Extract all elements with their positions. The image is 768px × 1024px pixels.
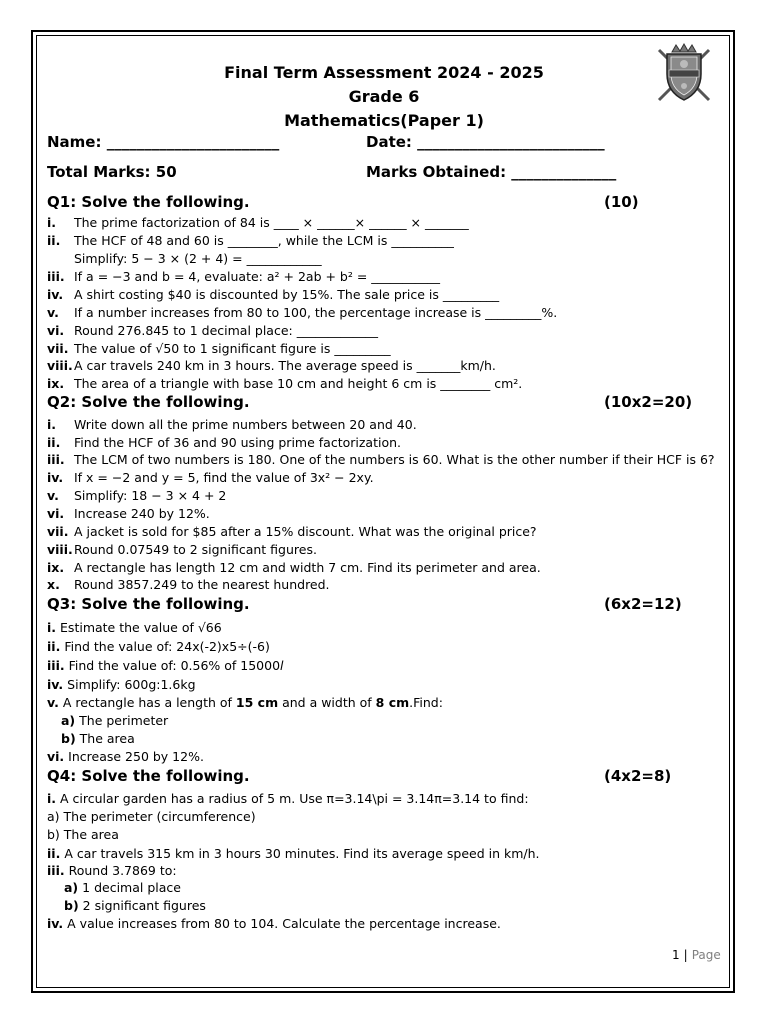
- total-marks: Total Marks: 50: [47, 163, 177, 181]
- width-value: 8 cm: [375, 695, 410, 710]
- item-number: viii.: [47, 358, 73, 373]
- q1-item: [47, 322, 378, 339]
- q1-item: [47, 375, 522, 392]
- item-number: vii.: [47, 341, 69, 356]
- q2-item: [47, 469, 374, 486]
- date-field[interactable]: Date: _________________________: [366, 133, 605, 151]
- q4-item: [47, 845, 540, 862]
- page-label: Page: [691, 948, 721, 962]
- q2-item: [47, 559, 541, 576]
- q4-subitem: a) The perimeter (circumference): [47, 809, 256, 824]
- q4-item: [47, 915, 501, 932]
- q3-item: [47, 748, 204, 765]
- item-text: If x = −2 and y = 5, find the value of 3x² − 2xy.: [74, 470, 374, 485]
- item-text: A rectangle has length 12 cm and width 7 cm. Find its perimeter and area.: [74, 560, 541, 575]
- marks-obtained-field[interactable]: Marks Obtained: ______________: [366, 163, 617, 181]
- q4-subitem: [64, 897, 206, 914]
- q1-title: Q1: Solve the following.: [47, 193, 250, 211]
- subitem-text: 1 decimal place: [82, 880, 181, 895]
- subject-heading: Mathematics(Paper 1): [284, 111, 484, 130]
- item-number: iv.: [47, 287, 64, 302]
- q2-item: [47, 576, 330, 593]
- item-number: v.: [47, 305, 59, 320]
- item-text: If a number increases from 80 to 100, the percentage increase is _________%.: [74, 305, 558, 320]
- item-number: i.: [47, 620, 57, 635]
- item-text: The area of a triangle with base 10 cm and height 6 cm is ________ cm².: [74, 376, 523, 391]
- item-number: vi.: [47, 323, 65, 338]
- item-number: iv.: [47, 470, 64, 485]
- item-text: The HCF of 48 and 60 is ________, while the LCM is __________: [74, 233, 454, 248]
- item-text: Find the HCF of 36 and 90 using prime factorization.: [74, 435, 401, 450]
- item-text: Simplify: 5 − 3 × (2 + 4) = ____________: [74, 251, 322, 266]
- item-number: ii.: [47, 639, 61, 654]
- q3-item: [47, 638, 270, 655]
- q2-item: [47, 541, 317, 558]
- item-text: Round 276.845 to 1 decimal place: _____________: [74, 323, 378, 338]
- subitem-letter: a): [61, 713, 76, 728]
- q4-subitem: [64, 879, 181, 896]
- item-number: i.: [47, 215, 57, 230]
- item-number: ii.: [47, 435, 61, 450]
- q2-item: [47, 505, 210, 522]
- item-text: .Find:: [409, 695, 443, 710]
- item-number: vi.: [47, 749, 65, 764]
- q2-item: [47, 523, 537, 540]
- q1-item: [47, 286, 499, 303]
- footer-separator: |: [683, 948, 688, 962]
- item-text: Increase 250 by 12%.: [68, 749, 204, 764]
- item-text: A value increases from 80 to 104. Calculate the percentage increase.: [67, 916, 501, 931]
- page-footer: [672, 948, 721, 962]
- q4-item: [47, 790, 529, 807]
- q4-item: [47, 862, 177, 879]
- q3-item: [47, 657, 284, 674]
- item-text: A rectangle has a length of: [62, 695, 236, 710]
- item-text: A car travels 240 km in 3 hours. The average speed is _______km/h.: [74, 358, 496, 373]
- page-number: 1: [672, 948, 680, 962]
- item-text: A shirt costing $40 is discounted by 15%. The sale price is _________: [74, 287, 500, 302]
- item-number: vi.: [47, 506, 65, 521]
- q3-marks: (6x2=12): [604, 595, 682, 613]
- assessment-title: Final Term Assessment 2024 - 2025: [224, 63, 544, 82]
- item-number: vii.: [47, 524, 69, 539]
- q1-item: [47, 214, 469, 231]
- q3-subitem: [61, 730, 135, 747]
- item-text: Round 3857.249 to the nearest hundred.: [74, 577, 330, 592]
- q2-item: [47, 416, 417, 433]
- item-text: Find the value of: 24x(-2)x5÷(-6): [64, 639, 270, 654]
- subitem-text: The area: [79, 731, 135, 746]
- q4-subitem: b) The area: [47, 827, 119, 842]
- item-text: Find the value of: 0.56% of 15000: [68, 658, 281, 673]
- item-number: ii.: [47, 846, 61, 861]
- item-text: Increase 240 by 12%.: [74, 506, 210, 521]
- item-number: iii.: [47, 269, 65, 284]
- item-text: If a = −3 and b = 4, evaluate: a² + 2ab + b² = ___________: [74, 269, 441, 284]
- subitem-letter: b): [61, 731, 76, 746]
- grade-heading: Grade 6: [348, 87, 420, 106]
- unit-litre: l: [280, 658, 284, 673]
- item-number: ix.: [47, 560, 65, 575]
- item-number: ii.: [47, 233, 61, 248]
- q1-item: [47, 304, 557, 321]
- item-number: iv.: [47, 916, 64, 931]
- q1-item: [47, 357, 496, 374]
- item-text: A car travels 315 km in 3 hours 30 minutes. Find its average speed in km/h.: [64, 846, 540, 861]
- q3-item: [47, 619, 222, 636]
- item-text: The prime factorization of 84 is ____ × ______× ______ × _______: [74, 215, 469, 230]
- q3-item: [47, 676, 196, 693]
- item-number: iii.: [47, 452, 65, 467]
- q1-item: [47, 340, 391, 357]
- item-number: v.: [47, 488, 59, 503]
- item-number: x.: [47, 577, 60, 592]
- q1-item: [47, 268, 440, 285]
- subitem-letter: b): [64, 898, 79, 913]
- q2-title: Q2: Solve the following.: [47, 393, 250, 411]
- item-text: A jacket is sold for $85 after a 15% discount. What was the original price?: [74, 524, 537, 539]
- q4-title: Q4: Solve the following.: [47, 767, 250, 785]
- item-text: The value of √50 to 1 significant figure is _________: [74, 341, 391, 356]
- q1-item: [47, 232, 454, 249]
- item-number: i.: [47, 417, 57, 432]
- q2-marks: (10x2=20): [604, 393, 693, 411]
- item-number: iii.: [47, 658, 65, 673]
- item-text: Round 3.7869 to:: [68, 863, 177, 878]
- subitem-letter: a): [64, 880, 79, 895]
- item-text: Estimate the value of √66: [60, 620, 222, 635]
- item-text: Simplify: 18 − 3 × 4 + 2: [74, 488, 227, 503]
- q3-title: Q3: Solve the following.: [47, 595, 250, 613]
- item-number: iii.: [47, 863, 65, 878]
- q2-item: [47, 434, 401, 451]
- subitem-text: The perimeter: [79, 713, 169, 728]
- q4-marks: (4x2=8): [604, 767, 672, 785]
- item-text: A circular garden has a radius of 5 m. Use π=3.14\pi = 3.14π=3.14 to find:: [60, 791, 529, 806]
- item-number: ix.: [47, 376, 65, 391]
- item-text: and a width of: [278, 695, 376, 710]
- q2-item: [47, 487, 226, 504]
- item-number: v.: [47, 695, 59, 710]
- q3-item: [47, 694, 443, 711]
- item-text: Round 0.07549 to 2 significant figures.: [74, 542, 317, 557]
- q3-subitem: [61, 712, 168, 729]
- q1-marks: (10): [604, 193, 639, 211]
- q2-item: [47, 451, 715, 468]
- item-number: iv.: [47, 677, 64, 692]
- item-text: The LCM of two numbers is 180. One of the numbers is 60. What is the other number if their HCF is 6?: [74, 452, 715, 467]
- q1-item: [47, 250, 322, 267]
- item-text: Simplify: 600g:1.6kg: [67, 677, 196, 692]
- item-text: Write down all the prime numbers between 20 and 40.: [74, 417, 417, 432]
- subitem-text: 2 significant figures: [82, 898, 206, 913]
- name-field[interactable]: Name: _______________________: [47, 133, 280, 151]
- length-value: 15 cm: [235, 695, 279, 710]
- item-number: i.: [47, 791, 57, 806]
- item-number: viii.: [47, 542, 73, 557]
